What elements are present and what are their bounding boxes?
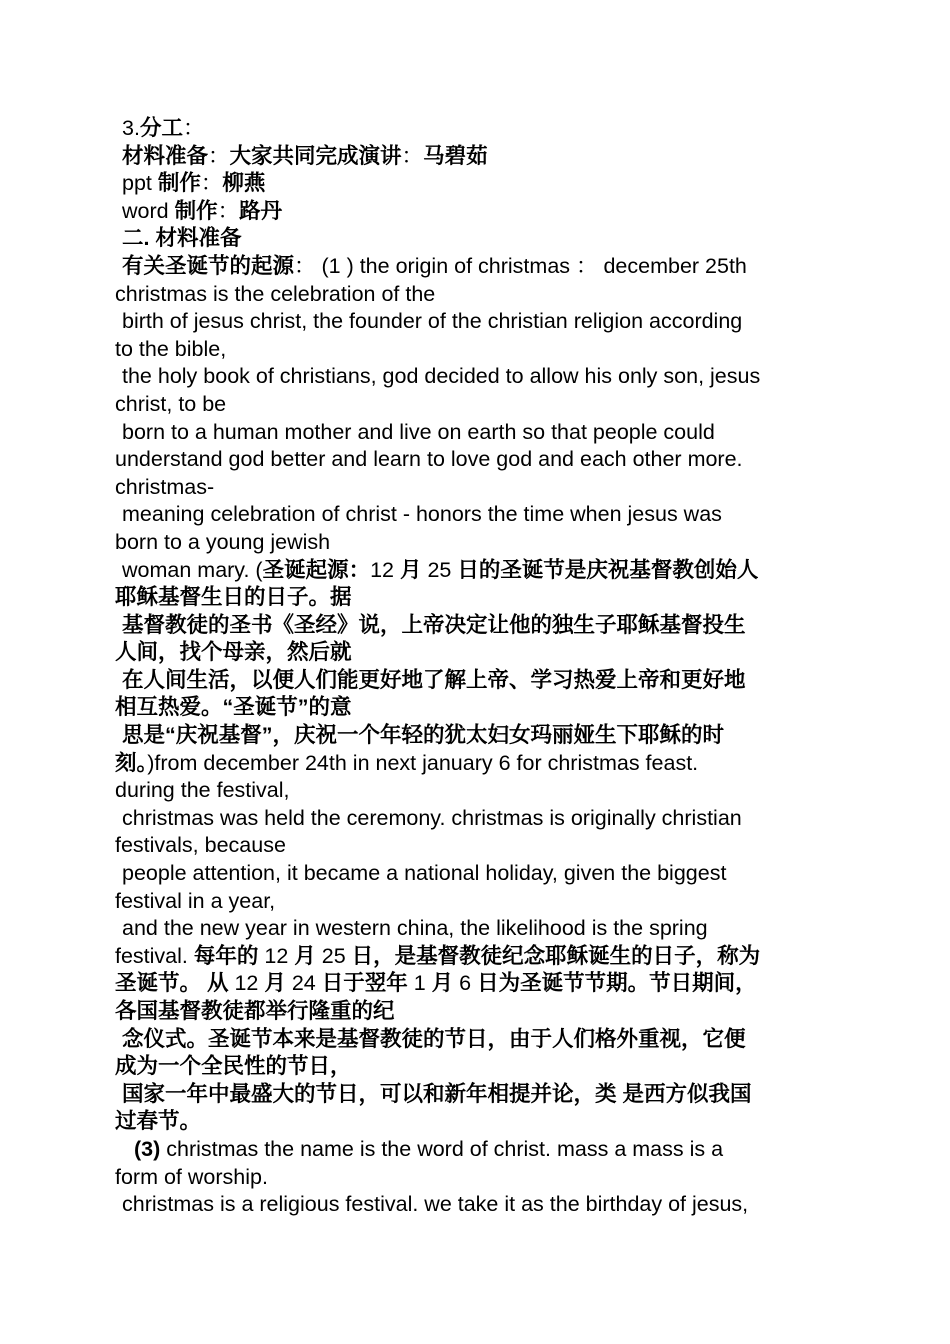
text-run: christmas the name is the word of christ. mass a mass is a [160, 1136, 724, 1161]
text-run: 成为一个全民性的节日， [115, 1054, 352, 1079]
text-line [115, 1053, 845, 1081]
text-run: christmas was held the ceremony. christmas is originally christian [122, 805, 742, 830]
text-line [115, 832, 845, 860]
text-run: the holy book of christians, god decided to allow his only son, jesus [122, 364, 761, 389]
text-line [115, 446, 845, 474]
text-line [115, 391, 845, 419]
text-run: 马碧茹 [423, 143, 488, 168]
text-line [115, 888, 845, 916]
text-run: form of worship. [115, 1164, 268, 1189]
text-line [115, 308, 845, 336]
text-line [115, 639, 845, 667]
text-line [115, 722, 845, 750]
text-run: word [122, 198, 175, 223]
text-run: christmas is a religious festival. we take it as the birthday of jesus, [122, 1192, 749, 1217]
text-line [115, 281, 845, 309]
text-line [115, 1164, 845, 1192]
text-run: understand god better and learn to love god and each other more. [115, 447, 743, 472]
text-run: 12 [228, 971, 265, 996]
text-run: 6 [453, 971, 478, 996]
text-run: ： [208, 143, 230, 168]
text-run: 月 [294, 943, 316, 968]
text-line [115, 750, 845, 778]
text-line [115, 143, 845, 171]
text-line [115, 363, 845, 391]
text-line [115, 1108, 845, 1136]
text-run: 柳燕 [222, 171, 266, 196]
text-run: and the new year in western china, the likelihood is the spring [122, 916, 708, 941]
text-run: 24 [285, 971, 322, 996]
text-run: 圣诞起源： [262, 557, 371, 582]
text-line [115, 115, 845, 143]
text-line [115, 805, 845, 833]
text-line [115, 419, 845, 447]
text-line [115, 667, 845, 695]
text-line [115, 1081, 845, 1109]
text-run: 分工 [139, 116, 183, 140]
text-line [115, 915, 845, 943]
text-line [115, 860, 845, 888]
text-line [115, 557, 845, 585]
text-run: 国家一年中最盛大的节日，可以和新年相提并论，类 是西方似我国 [122, 1081, 752, 1106]
text-run: 1 [407, 971, 432, 996]
text-run: 相互热爱。“圣诞节”的意 [115, 695, 352, 720]
text-run: ： [182, 116, 205, 140]
text-run: 材料准备 [122, 143, 209, 168]
text-run: christmas- [115, 474, 215, 499]
text-run: 月 [399, 557, 422, 582]
text-run: 过春节。 [115, 1109, 202, 1134]
text-run: 3. [122, 116, 140, 140]
text-line [115, 970, 845, 998]
text-run: christmas is the celebration of the [115, 281, 436, 306]
text-line [115, 336, 845, 364]
text-run: 大家共同完成演讲 [229, 143, 402, 168]
text-run: 耶稣基督生日的日子。据 [115, 585, 352, 610]
text-run: 制作 [174, 198, 218, 223]
text-line [115, 777, 845, 805]
text-line [115, 170, 845, 198]
text-run: festival. [115, 943, 194, 968]
text-run: festivals, because [115, 833, 286, 858]
text-line [115, 694, 845, 722]
text-run: 12 [370, 557, 400, 582]
text-run: ： (1 ) the origin of christmas ： december 25th [294, 253, 747, 278]
text-run: 二. 材料准备 [122, 226, 242, 251]
text-line [115, 1026, 845, 1054]
text-line [115, 474, 845, 502]
text-run: 25 [421, 557, 458, 582]
text-run: woman mary. ( [122, 557, 263, 582]
text-run: )from december 24th in next january 6 for christmas feast. [147, 750, 699, 775]
text-run: 每年的 [193, 943, 259, 968]
text-run: to the bible, [115, 336, 227, 361]
text-line [115, 225, 845, 253]
text-run: festival in a year, [115, 888, 276, 913]
text-run: during the festival, [115, 778, 290, 803]
text-run: 念仪式。圣诞节本来是基督教徒的节日，由于人们格外重视，它便 [122, 1026, 746, 1051]
text-run: 人间，找个母亲，然后就 [115, 640, 352, 665]
text-run: born to a young jewish [115, 529, 331, 554]
text-line [115, 529, 845, 557]
text-run: 各国基督教徒都举行隆重的纪 [115, 999, 395, 1023]
text-run: 路丹 [239, 198, 283, 223]
text-line [115, 943, 845, 971]
text-run: 月 [431, 971, 454, 996]
text-line [115, 501, 845, 529]
text-line [115, 1136, 845, 1164]
text-line [115, 998, 845, 1026]
text-run: 基督教徒的圣书《圣经》说，上帝决定让他的独生子耶稣基督投生 [122, 612, 746, 637]
text-run: 25 [315, 943, 352, 968]
text-run: 制作 [157, 171, 201, 196]
text-run: (3) [134, 1136, 161, 1161]
text-run: born to a human mother and live on earth so that people could [122, 419, 715, 444]
text-run: 在人间生活，以便人们能更好地了解上帝、学习热爱上帝和更好地 [122, 667, 746, 692]
text-run: 日的圣诞节是庆祝基督教创始人 [457, 557, 759, 582]
text-run: 思是“庆祝基督”，庆祝一个年轻的犹太妇女玛丽娅生下耶稣的时 [122, 723, 725, 748]
text-line [115, 584, 845, 612]
text-run: 有关圣诞节的起源 [122, 253, 295, 278]
document-body [115, 115, 845, 1219]
text-line [115, 1191, 845, 1219]
text-run: 日，是基督教徒纪念耶稣诞生的日子，称为 [351, 943, 761, 968]
text-run: meaning celebration of christ - honors the time when jesus was [122, 502, 722, 527]
text-run: 圣诞节。 从 [115, 971, 229, 996]
text-run: 刻。 [115, 750, 148, 775]
text-run: 日为圣诞节节期。节日期间， [477, 971, 757, 996]
text-run: birth of jesus christ, the founder of the christian religion according [122, 309, 743, 334]
text-line [115, 612, 845, 640]
text-run: ： [217, 198, 240, 223]
text-line [115, 253, 845, 281]
text-run: people attention, it became a national holiday, given the biggest [122, 861, 727, 886]
text-run: christ, to be [115, 391, 227, 416]
text-line [115, 198, 845, 226]
text-run: 日于翌年 [321, 971, 408, 996]
text-run: ppt [122, 171, 158, 196]
text-run: ： [401, 143, 424, 168]
text-run: 月 [264, 971, 286, 996]
text-run: ： [200, 171, 223, 196]
text-run: 12 [258, 943, 295, 968]
